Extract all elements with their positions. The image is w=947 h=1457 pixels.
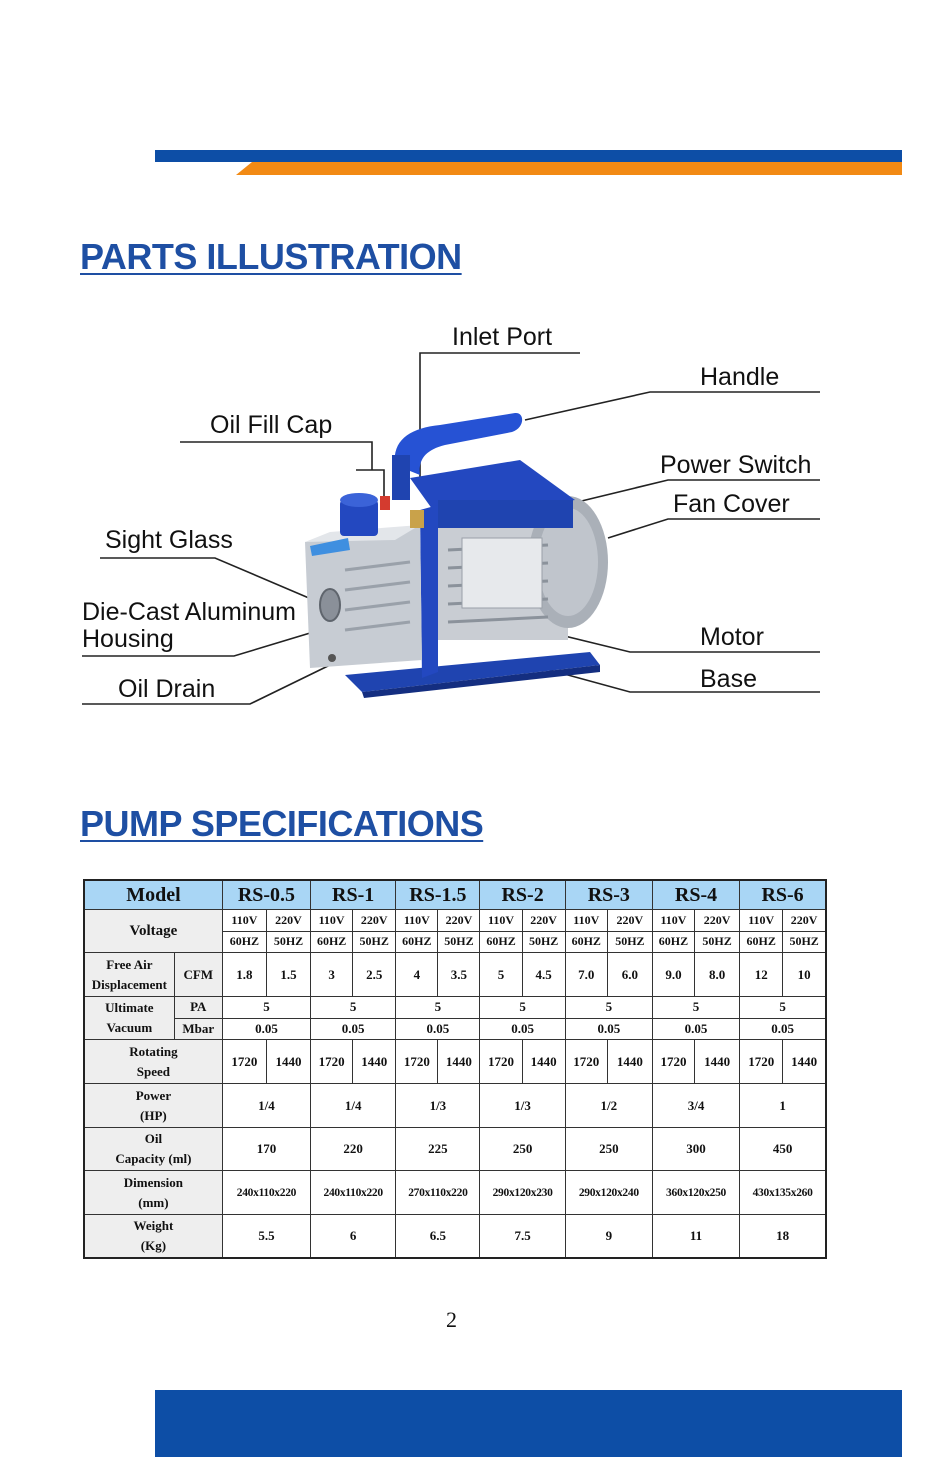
model-cell: RS-4 [652, 880, 739, 910]
frequency-cell: 60HZ [740, 931, 783, 952]
model-cell: RS-6 [740, 880, 826, 910]
weight-label [84, 1214, 222, 1258]
rpm-cell: 1720 [565, 1039, 607, 1084]
model-cell: RS-2 [480, 880, 565, 910]
power-label-line1: Power [135, 1087, 172, 1103]
rpm-cell: 1720 [222, 1039, 266, 1084]
frequency-cell: 60HZ [222, 931, 266, 952]
voltage-cell: 110V [396, 910, 438, 931]
spec-table [83, 879, 827, 1259]
pa-cell: 5 [311, 997, 396, 1018]
oil-cell: 170 [222, 1127, 310, 1171]
weight-cell: 6.5 [396, 1214, 480, 1258]
voltage-cell: 110V [565, 910, 607, 931]
dimension-cell: 240x110x220 [311, 1171, 396, 1215]
label-power-switch: Power Switch [660, 451, 812, 479]
mbar-cell: 0.05 [222, 1018, 310, 1039]
label-handle: Handle [700, 363, 780, 391]
dimension-cell: 360x120x250 [652, 1171, 739, 1215]
mbar-cell: 0.05 [565, 1018, 652, 1039]
voltage-cell: 110V [480, 910, 522, 931]
rpm-cell: 1720 [652, 1039, 694, 1084]
cfm-cell: 1.5 [266, 952, 310, 997]
fad-label-line2: Displacement [91, 976, 167, 992]
frequency-cell: 50HZ [607, 931, 652, 952]
label-base: Base [700, 665, 757, 693]
rpm-cell: 1440 [522, 1039, 565, 1084]
voltage-cell: 110V [652, 910, 694, 931]
weight-label-line1: Weight [133, 1217, 174, 1233]
mbar-cell: 0.05 [396, 1018, 480, 1039]
voltage-cell: 220V [522, 910, 565, 931]
frequency-cell: 60HZ [652, 931, 694, 952]
parts-illustration-title: PARTS ILLUSTRATION [80, 236, 462, 277]
cfm-cell: 8.0 [695, 952, 740, 997]
voltage-label: Voltage [84, 910, 222, 953]
cfm-cell: 4 [396, 952, 438, 997]
rpm-cell: 1720 [396, 1039, 438, 1084]
fad-label-line1: Free Air [106, 956, 153, 972]
weight-cell: 18 [740, 1214, 826, 1258]
row-ultimate-vacuum-pa [84, 997, 826, 1018]
pa-cell: 5 [740, 997, 826, 1018]
rpm-cell: 1440 [438, 1039, 480, 1084]
mbar-cell: 0.05 [311, 1018, 396, 1039]
rpm-cell: 1720 [311, 1039, 353, 1084]
rpm-cell: 1720 [740, 1039, 783, 1084]
oil-cell: 220 [311, 1127, 396, 1171]
oil-cell: 300 [652, 1127, 739, 1171]
frequency-cell: 50HZ [353, 931, 396, 952]
label-inlet-port: Inlet Port [452, 323, 553, 351]
cfm-cell: 3.5 [438, 952, 480, 997]
power-label [84, 1084, 222, 1128]
voltage-cell: 220V [783, 910, 826, 931]
oil-cell: 225 [396, 1127, 480, 1171]
header-stripe-blue [155, 150, 902, 162]
uv-label-line2: Vacuum [106, 1020, 153, 1036]
voltage-cell: 220V [353, 910, 396, 931]
weight-cell: 5.5 [222, 1214, 310, 1258]
cfm-cell: 6.0 [607, 952, 652, 997]
voltage-cell: 110V [222, 910, 266, 931]
power-cell: 1/4 [222, 1084, 310, 1128]
dimension-cell: 290x120x240 [565, 1171, 652, 1215]
row-dimension [84, 1171, 826, 1215]
model-cell: RS-1 [311, 880, 396, 910]
weight-cell: 11 [652, 1214, 739, 1258]
weight-cell: 7.5 [480, 1214, 565, 1258]
row-power [84, 1084, 826, 1128]
model-label: Model [84, 880, 222, 910]
rpm-cell: 1440 [783, 1039, 826, 1084]
power-cell: 1 [740, 1084, 826, 1128]
mbar-cell: 0.05 [652, 1018, 739, 1039]
label-oil-drain: Oil Drain [118, 675, 216, 703]
pa-cell: 5 [565, 997, 652, 1018]
cfm-cell: 7.0 [565, 952, 607, 997]
power-cell: 3/4 [652, 1084, 739, 1128]
cfm-cell: 1.8 [222, 952, 266, 997]
cfm-cell: 2.5 [353, 952, 396, 997]
frequency-cell: 50HZ [695, 931, 740, 952]
voltage-cell: 220V [607, 910, 652, 931]
cfm-cell: 9.0 [652, 952, 694, 997]
row-free-air-displacement [84, 952, 826, 997]
pump-specifications-title: PUMP SPECIFICATIONS [80, 803, 484, 844]
oil-label-line2: Capacity (ml) [115, 1151, 192, 1167]
rotating-speed-label [84, 1039, 222, 1084]
pa-label: PA [174, 997, 222, 1018]
frequency-cell: 50HZ [438, 931, 480, 952]
oil-cell: 250 [480, 1127, 565, 1171]
oil-cell: 250 [565, 1127, 652, 1171]
voltage-cell: 220V [266, 910, 310, 931]
pa-cell: 5 [396, 997, 480, 1018]
rpm-cell: 1440 [607, 1039, 652, 1084]
label-die-cast-line2: Housing [82, 625, 174, 653]
pa-cell: 5 [652, 997, 739, 1018]
voltage-cell: 220V [438, 910, 480, 931]
voltage-cell: 110V [740, 910, 783, 931]
oil-cell: 450 [740, 1127, 826, 1171]
footer-band [155, 1390, 902, 1457]
cfm-cell: 12 [740, 952, 783, 997]
frequency-cell: 60HZ [480, 931, 522, 952]
frequency-cell: 60HZ [311, 931, 353, 952]
row-model [84, 880, 826, 910]
rot-label-line2: Speed [136, 1063, 171, 1079]
row-voltage [84, 910, 826, 931]
weight-label-line2: (Kg) [140, 1237, 167, 1253]
label-oil-fill-cap: Oil Fill Cap [210, 411, 333, 439]
header-stripe-orange [236, 162, 902, 175]
dim-label-line1: Dimension [123, 1174, 184, 1190]
free-air-displacement-label [84, 952, 174, 997]
mbar-label: Mbar [174, 1018, 222, 1039]
cfm-cell: 3 [311, 952, 353, 997]
dim-label-line2: (mm) [138, 1194, 169, 1210]
label-motor: Motor [700, 623, 764, 651]
power-cell: 1/4 [311, 1084, 396, 1128]
mbar-cell: 0.05 [740, 1018, 826, 1039]
pa-cell: 5 [222, 997, 310, 1018]
weight-cell: 9 [565, 1214, 652, 1258]
uv-label-line1: Ultimate [105, 1000, 154, 1016]
pa-cell: 5 [480, 997, 565, 1018]
weight-cell: 6 [311, 1214, 396, 1258]
mbar-cell: 0.05 [480, 1018, 565, 1039]
oil-label-line1: Oil [144, 1131, 163, 1147]
frequency-cell: 50HZ [266, 931, 310, 952]
page-number: 2 [446, 1307, 457, 1332]
oil-capacity-label [84, 1127, 222, 1171]
row-rotating-speed [84, 1039, 826, 1084]
rpm-cell: 1440 [695, 1039, 740, 1084]
voltage-cell: 110V [311, 910, 353, 931]
vacuum-pump-image [305, 413, 608, 698]
row-ultimate-vacuum-mbar [84, 1018, 826, 1039]
dimension-label [84, 1171, 222, 1215]
row-weight [84, 1214, 826, 1258]
rot-label-line1: Rotating [129, 1043, 178, 1059]
frequency-cell: 50HZ [783, 931, 826, 952]
cfm-cell: 4.5 [522, 952, 565, 997]
label-fan-cover: Fan Cover [673, 490, 790, 518]
dimension-cell: 240x110x220 [222, 1171, 310, 1215]
row-oil-capacity [84, 1127, 826, 1171]
power-cell: 1/3 [480, 1084, 565, 1128]
ultimate-vacuum-label [84, 997, 174, 1040]
cfm-cell: 5 [480, 952, 522, 997]
power-label-line2: (HP) [140, 1107, 167, 1123]
frequency-cell: 60HZ [565, 931, 607, 952]
dimension-cell: 270x110x220 [396, 1171, 480, 1215]
power-cell: 1/3 [396, 1084, 480, 1128]
cfm-cell: 10 [783, 952, 826, 997]
frequency-cell: 50HZ [522, 931, 565, 952]
dimension-cell: 290x120x230 [480, 1171, 565, 1215]
label-sight-glass: Sight Glass [105, 526, 233, 554]
cfm-label: CFM [174, 952, 222, 997]
rpm-cell: 1720 [480, 1039, 522, 1084]
frequency-cell: 60HZ [396, 931, 438, 952]
rpm-cell: 1440 [353, 1039, 396, 1084]
parts-illustration [0, 300, 947, 730]
rpm-cell: 1440 [266, 1039, 310, 1084]
label-die-cast-line1: Die-Cast Aluminum [82, 598, 296, 626]
model-cell: RS-0.5 [222, 880, 310, 910]
model-cell: RS-1.5 [396, 880, 480, 910]
voltage-cell: 220V [695, 910, 740, 931]
dimension-cell: 430x135x260 [740, 1171, 826, 1215]
model-cell: RS-3 [565, 880, 652, 910]
power-cell: 1/2 [565, 1084, 652, 1128]
